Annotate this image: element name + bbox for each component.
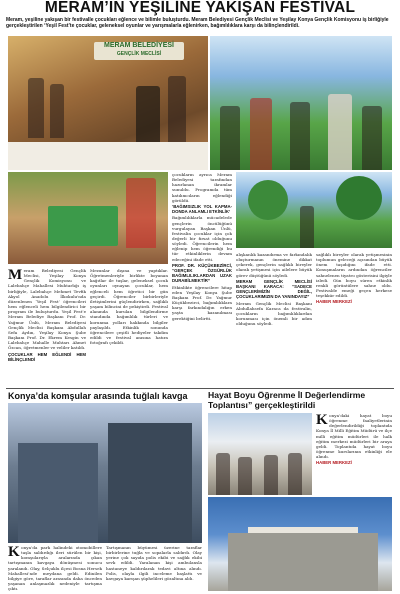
column-text: Meram Gençlik Meclisi Başkanı Abdullahsefa Karaca da festivalin, çocukların bağımlılıklardan korunması için önemli bir adım olduğunu söyledi. — [236, 300, 312, 327]
crowd-figure — [290, 102, 310, 170]
column-text: eram Belediyesi Gençlik Meclisi, Yeşilay Konya Gençlik Komisyonu ve Lalebahçe Mahallesi Muhtarlığı iş birliğiyle, Lalebahçe Mehmet Tevfik Akyol Anadolu İlkokulu'nda düzenlenen ‘Yeşil Fest’ öğrencileri hem eğlenceli hem bilgilendirici bir program ile buluşturdu. Yeşil Fest’e Meram Belediye Başkanı Prof. Dr. Yağmur Ünlü, Meram Belediyesi Gençlik Meclisi Başkanı Abdullah Sefa Aydın, Yeşilay Konya Şube Başkanı Prof. Dr. Ekrem Kesgin ve Lalebahçe Mahalle Muhtarı Ahmet Özcan, öğretmenler ve veliler katıldı. — [8, 268, 86, 351]
crowd-figure — [250, 98, 272, 170]
section-divider — [6, 388, 394, 389]
story-konya-column-2 — [106, 545, 202, 591]
column-text: onya’da park halindeki otomobillere taşla saldırdığı ileri sürülen bir kişi, komşularıyla aralarında çıkan tartışmanın kavgaya dönüşmesi sonucu yaralandı. Olay, Selçuklu ilçesi Bosna Hersek Mahallesi’nde meydana geldi. Edinilen bilgiye göre, taraflar arasında daha önceden yaşanan anlaşmazlık nedeniyle tartışma çıktı. — [8, 545, 102, 591]
crowd-figure — [220, 106, 240, 170]
column-subheading: ÇOCUKLAR HEM EĞLENDİ HEM BİLİNÇLENDİ — [8, 351, 86, 362]
banner-text: MERAM BELEDİYESİ — [103, 42, 174, 49]
column-text: Tartışmanın büyümesi üzerine taraflar birbirlerine tuğla ve sopalarla saldırdı. Olay yerine çok sayıda polis ekibi ve sağlık ekibi sevk edildi. Yaralanan kişi ambulansla hastaneye kaldırılarak tedavi altına alındı. Polis, olayla ilgili inceleme başlattı ve kavgaya karışan şüphelileri gözaltına aldı. — [106, 545, 202, 581]
person-figure — [288, 453, 302, 495]
person-figure — [216, 453, 230, 495]
tree-shape — [336, 176, 382, 220]
article-column-4 — [236, 252, 312, 386]
person-figure — [50, 84, 64, 138]
column-text: çocukların ayrıca Meram Belediyesi tarafından hazırlanan ikramlar sunuldu. Programda tüm katılımcıların eğlendiği görüldü. — [172, 172, 232, 203]
building-shape — [108, 423, 192, 543]
festival-banner — [94, 42, 184, 60]
festival-photo-crowd — [210, 36, 392, 170]
dropcap-letter: K — [8, 545, 20, 560]
column-text: sağlıklı bireyler olarak yetişmesinin toplumun geleceği açısından büyük önem taşıdığını ifade etti. Konuşmaların ardından öğrenciler sahnelenen tiyatro gösterisini ilgiyle izledi. Gün boyu süren etkinlik renkli görüntülere sahne oldu. Festivalde emeği geçen herkese teşekkür edildi. — [316, 252, 392, 299]
dropcap-letter: M — [8, 268, 23, 283]
banner-subtext: GENÇLİK MECLİSİ — [116, 51, 162, 57]
person-figure — [168, 76, 186, 146]
story-title-konya: Konya’da komşular arasında tuğlalı kavga — [8, 391, 188, 401]
festival-photo-stage — [8, 36, 208, 170]
person-figure — [264, 455, 278, 495]
person-figure — [28, 78, 44, 138]
child-figure — [126, 178, 156, 248]
festival-photo-games — [8, 172, 168, 264]
crowd-figure — [328, 94, 352, 170]
building-sign — [248, 527, 358, 533]
building-shape — [228, 533, 378, 591]
story-photo-konya — [8, 403, 202, 543]
column-subheading: PROF. DR. KÜÇÜKBEZİRCİ, “GERÇEK ÖZGÜRLÜK BAĞIMLILIKLARDAN UZAK DURABİLMEKTİR” — [172, 262, 232, 284]
story-title-hayat-boyu: Hayat Boyu Öğrenme İl Değerlendirme Toplantısı” gerçekleştirildi — [208, 391, 366, 410]
story-photo-building — [208, 497, 392, 591]
person-figure — [300, 206, 314, 248]
column-text: Bağımlılıklarla mücadelede gençlerin öncülüğünü vurgulayan Başkan Ünlü, festivalin çocuklar için çok değerli bir fırsat olduğunu söyledi. Öğrencilerin hem eğlenip hem öğrendiği bu tür etkinliklerin devam edeceğini ifade etti. — [172, 215, 232, 262]
tree-shape — [248, 180, 288, 220]
game-board — [48, 206, 118, 246]
main-headline: MERAM’IN YEŞİLİNE YAKIŞAN FESTİVAL — [44, 0, 356, 16]
table-surface — [8, 142, 208, 170]
column-text: alışkanlık kazandırma ve farkındalık oluşturmanın önemine dikkat çekerek, gençlerin sağlıklı bireyler olarak yetişmesi için ailelere büyük görev düştüğünü söyledi. — [236, 252, 312, 278]
article-column-3 — [172, 172, 232, 386]
article-byline: HABER MERKEZİ — [316, 299, 352, 305]
article-column-5 — [316, 252, 392, 386]
story-photo-meeting — [208, 413, 312, 495]
column-subheading: MERAM GENÇLİK MECLİSİ BAŞKANI KARACA: “SADECE GENÇLERİMİZİN DEĞİL, ÇOCUKLARIMIZIN DA YANINDAYIZ” — [236, 278, 312, 300]
story-konya-column-1 — [8, 545, 102, 591]
festival-photo-park — [236, 172, 392, 248]
article-byline: HABER MERKEZİ — [316, 460, 352, 466]
crowd-figure — [362, 106, 382, 170]
dropcap-letter: K — [316, 413, 328, 428]
person-figure — [238, 457, 252, 495]
article-column-1 — [8, 268, 86, 386]
story-hayat-column — [316, 413, 392, 509]
building-shape — [18, 443, 98, 543]
lead-paragraph: Meram, yeşiline yakışan bir festivalle çocukları eğlence ve bilimle buluşturdu. Meram Belediyesi Gençlik Meclisi ve Yeşilay Konya Gençlik Komisyonu iş birliğiyle gerçekleştirilen ‘Yeşil Fest’te çocuklar, geleneksel oyunlar ve yarışmalarla eğlenirken, bağımlılıklara karşı da bilinçlendirildi. — [6, 17, 389, 29]
article-column-2 — [90, 268, 168, 386]
column-subheading: ‘BAĞIMSIZLIK YOL KAPMA-DONDA ANLAMLI ETKİNLİK’ — [172, 203, 232, 215]
column-text: Etkinlikte öğrencilere hitap eden Yeşilay Konya Şube Başkanı Prof. Dr. Yağmur Küçükbezirci, bağımlılıklara karşı farkındalığın erken yaşta kazanılması gerektiğini belirtti. — [172, 284, 232, 321]
column-text: onya’daki hayat boyu öğrenme faaliyetlerinin değerlendirildiği toplantıda Konya İl Milli Eğitim Müdürü ve ilçe milli eğitim müdürleri ile halk eğitim merkezi müdürleri bir araya geldi. Toplantıda hayat boyu öğrenme kurslarının etkinliği ele alındı. — [316, 413, 392, 460]
person-figure — [136, 86, 160, 146]
column-text: Mezunlar dışına ve yaptıklar. Öğretmenleriyle birlikte boyanan kağıtlar ile tuşlar, geleneksel çocuk oyunları oynayan çocuklar, hem eğlenceli hem öğretici bir gün geçirdi. Öğrenciler birbirleriyle iletişimlerini güçlendirirken, sağlıklı yaşam bilincini de pekiştirdi. Festival alanında kurulan bilgilendirme standında bağımlılık türleri ve korunma yolları hakkında bilgiler paylaşıldı. Etkinlik sonunda öğrencilere çeşitli hediyeler takdim edildi ve festival anısına hatıra fotoğrafı çekildi. — [90, 268, 168, 346]
